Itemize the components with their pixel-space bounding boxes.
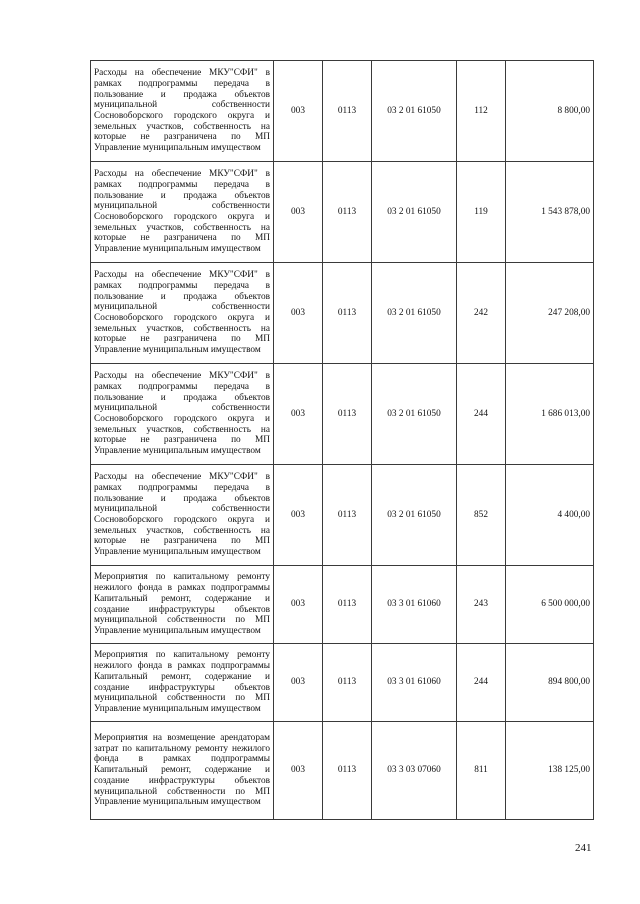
row-target-code: 03 2 01 61050 xyxy=(372,263,457,364)
row-target-code: 03 2 01 61050 xyxy=(372,465,457,566)
row-section-code: 0113 xyxy=(323,61,372,162)
row-amount: 6 500 000,00 xyxy=(506,566,594,644)
budget-table xyxy=(90,60,594,820)
budget-table-body xyxy=(91,61,594,820)
row-target-code: 03 2 01 61050 xyxy=(372,364,457,465)
table-row xyxy=(91,364,594,465)
row-admin-code: 003 xyxy=(274,465,323,566)
row-amount: 138 125,00 xyxy=(506,722,594,820)
table-row xyxy=(91,162,594,263)
row-section-code: 0113 xyxy=(323,465,372,566)
row-admin-code: 003 xyxy=(274,263,323,364)
table-row xyxy=(91,644,594,722)
row-expense-type: 242 xyxy=(457,263,506,364)
row-admin-code: 003 xyxy=(274,644,323,722)
row-description: Расходы на обеспечение МКУ"СФИ" в рамках подпрограммы передача в пользование и продажа объектов муниципальной собственности Сосновоборского городского округа и земельных участков, собственность на которые не разграничена по МП Управление муниципальным имуществом xyxy=(91,263,274,364)
row-amount: 1 686 013,00 xyxy=(506,364,594,465)
row-target-code: 03 3 01 61060 xyxy=(372,566,457,644)
row-admin-code: 003 xyxy=(274,61,323,162)
row-amount: 8 800,00 xyxy=(506,61,594,162)
row-admin-code: 003 xyxy=(274,162,323,263)
row-description: Расходы на обеспечение МКУ"СФИ" в рамках подпрограммы передача в пользование и продажа объектов муниципальной собственности Сосновоборского городского округа и земельных участков, собственность на которые не разграничена по МП Управление муниципальным имуществом xyxy=(91,364,274,465)
row-admin-code: 003 xyxy=(274,566,323,644)
row-amount: 4 400,00 xyxy=(506,465,594,566)
row-expense-type: 811 xyxy=(457,722,506,820)
row-target-code: 03 2 01 61050 xyxy=(372,61,457,162)
row-description: Расходы на обеспечение МКУ"СФИ" в рамках подпрограммы передача в пользование и продажа объектов муниципальной собственности Сосновоборского городского округа и земельных участков, собственность на которые не разграничена по МП Управление муниципальным имуществом xyxy=(91,61,274,162)
page-number: 241 xyxy=(575,842,592,854)
row-section-code: 0113 xyxy=(323,263,372,364)
row-expense-type: 243 xyxy=(457,566,506,644)
row-target-code: 03 3 01 61060 xyxy=(372,644,457,722)
table-row xyxy=(91,263,594,364)
row-section-code: 0113 xyxy=(323,566,372,644)
row-admin-code: 003 xyxy=(274,364,323,465)
row-amount: 894 800,00 xyxy=(506,644,594,722)
row-description: Мероприятия по капитальному ремонту нежилого фонда в рамках подпрограммы Капитальный ремонт, содержание и создание инфраструктуры объектов муниципальной собственности по МП Управление муниципальным имуществом xyxy=(91,566,274,644)
row-description: Мероприятия на возмещение арендаторам затрат по капитальному ремонту нежилого фонда в рамках подпрограммы Капитальный ремонт, содержание и создание инфраструктуры объектов муниципальной собственности по МП Управление муниципальным имуществом xyxy=(91,722,274,820)
row-description: Расходы на обеспечение МКУ"СФИ" в рамках подпрограммы передача в пользование и продажа объектов муниципальной собственности Сосновоборского городского округа и земельных участков, собственность на которые не разграничена по МП Управление муниципальным имуществом xyxy=(91,162,274,263)
row-section-code: 0113 xyxy=(323,364,372,465)
row-section-code: 0113 xyxy=(323,162,372,263)
row-expense-type: 244 xyxy=(457,644,506,722)
row-expense-type: 112 xyxy=(457,61,506,162)
row-target-code: 03 2 01 61050 xyxy=(372,162,457,263)
row-description: Мероприятия по капитальному ремонту нежилого фонда в рамках подпрограммы Капитальный ремонт, содержание и создание инфраструктуры объектов муниципальной собственности по МП Управление муниципальным имуществом xyxy=(91,644,274,722)
row-section-code: 0113 xyxy=(323,722,372,820)
row-target-code: 03 3 03 07060 xyxy=(372,722,457,820)
row-amount: 247 208,00 xyxy=(506,263,594,364)
table-row xyxy=(91,61,594,162)
row-description: Расходы на обеспечение МКУ"СФИ" в рамках подпрограммы передача в пользование и продажа объектов муниципальной собственности Сосновоборского городского округа и земельных участков, собственность на которые не разграничена по МП Управление муниципальным имуществом xyxy=(91,465,274,566)
row-expense-type: 119 xyxy=(457,162,506,263)
row-amount: 1 543 878,00 xyxy=(506,162,594,263)
table-row xyxy=(91,566,594,644)
row-expense-type: 244 xyxy=(457,364,506,465)
row-expense-type: 852 xyxy=(457,465,506,566)
row-admin-code: 003 xyxy=(274,722,323,820)
table-row xyxy=(91,465,594,566)
row-section-code: 0113 xyxy=(323,644,372,722)
table-row xyxy=(91,722,594,820)
